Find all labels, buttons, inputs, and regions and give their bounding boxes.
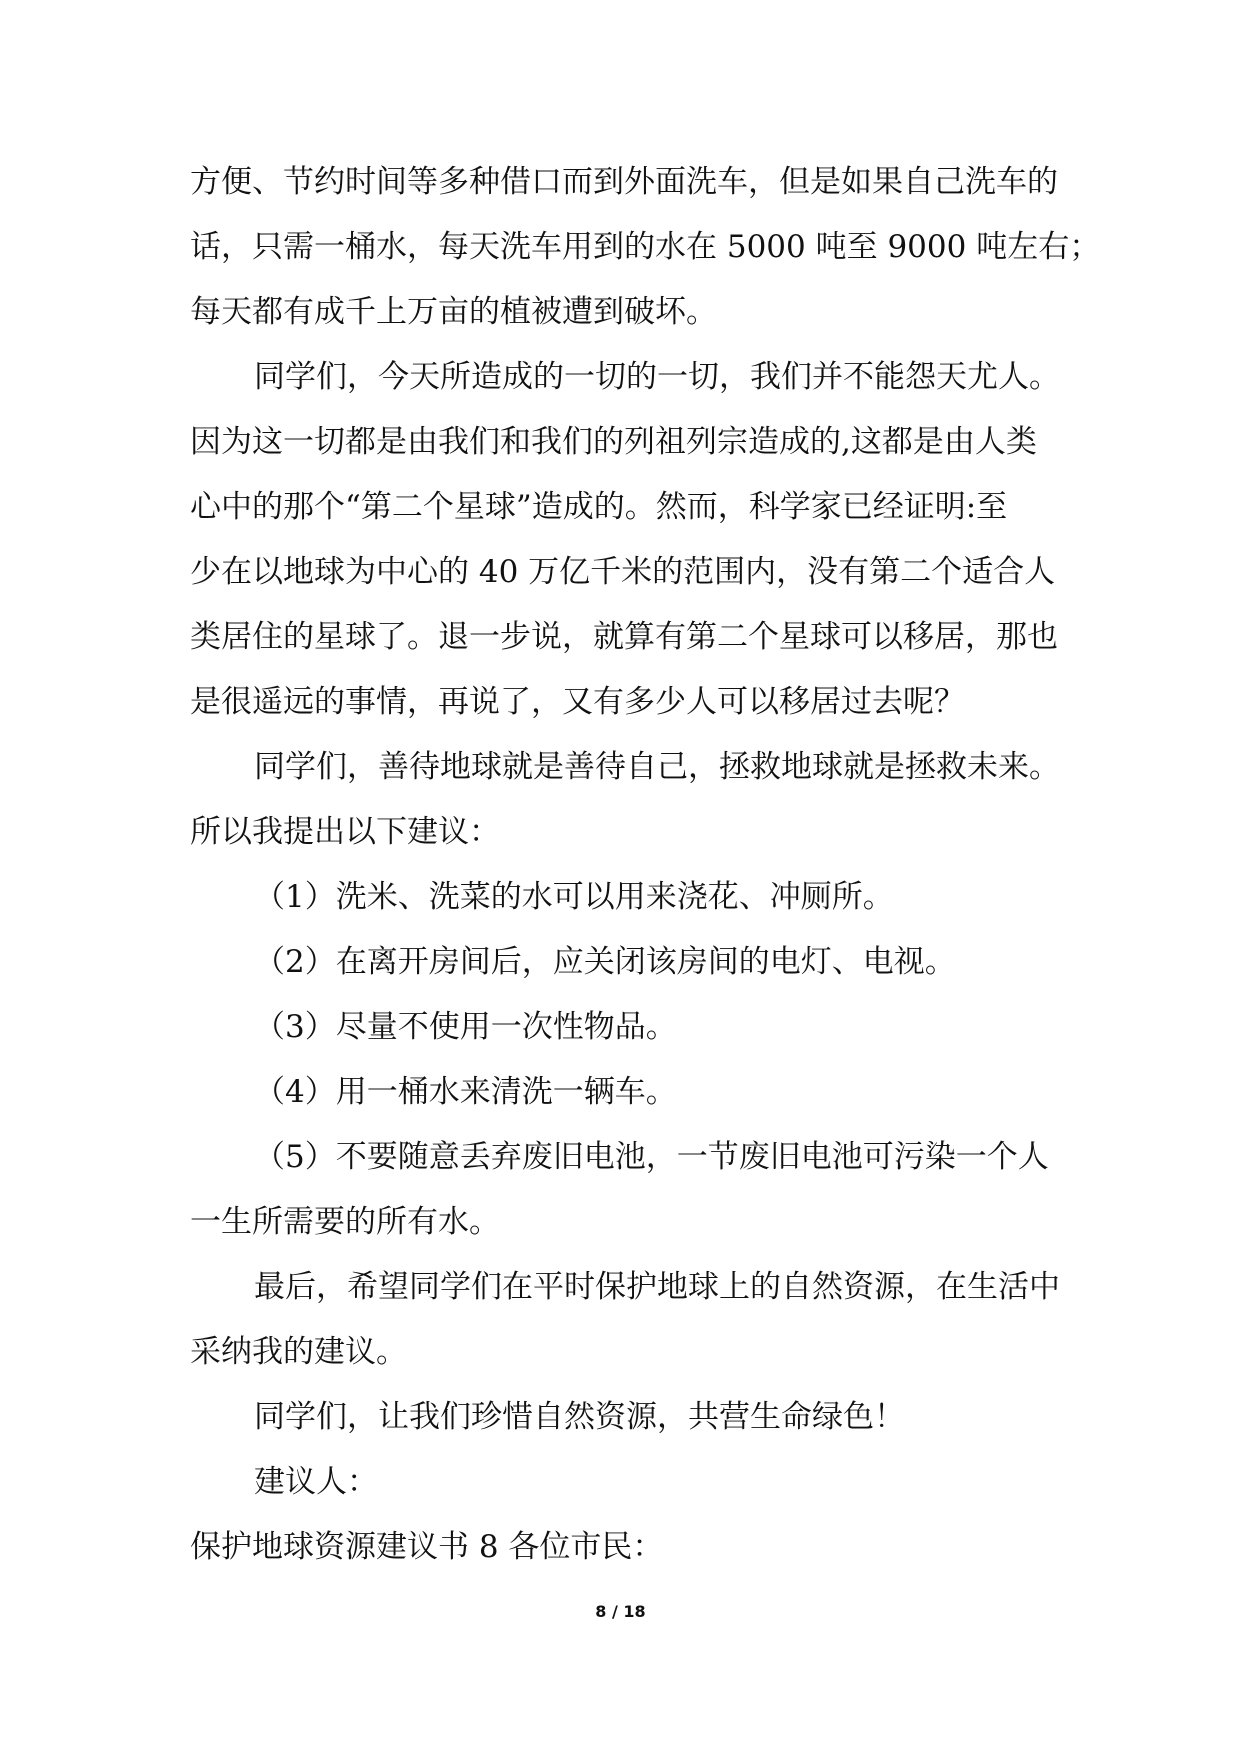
- text-line: 因为这一切都是由我们和我们的列祖列宗造成的,这都是由人类: [190, 424, 1037, 460]
- text-line: 话，只需一桶水，每天洗车用到的水在 5000 吨至 9000 吨左右；: [190, 229, 1101, 265]
- section-heading-line: 保护地球资源建议书 8 各位市民：: [190, 1529, 664, 1565]
- text-line: 方便、节约时间等多种借口而到外面洗车，但是如果自己洗车的: [190, 164, 1058, 200]
- text-line: 是很遥远的事情，再说了，又有多少人可以移居过去呢？: [190, 684, 965, 720]
- paragraph-first-line: 最后，希望同学们在平时保护地球上的自然资源，在生活中: [254, 1269, 1060, 1305]
- paragraph-first-line: 同学们，今天所造成的一切的一切，我们并不能怨天尤人。: [254, 359, 1060, 395]
- list-item: （5）不要随意丢弃废旧电池，一节废旧电池可污染一个人: [254, 1139, 1049, 1175]
- text-line: 少在以地球为中心的 40 万亿千米的范围内，没有第二个适合人: [190, 554, 1056, 590]
- list-item: （1）洗米、洗菜的水可以用来浇花、冲厕所。: [254, 879, 894, 915]
- signature-label: 建议人：: [254, 1464, 378, 1500]
- text-line: 每天都有成千上万亩的植被遭到破坏。: [190, 294, 717, 330]
- text-line: 所以我提出以下建议：: [190, 814, 500, 850]
- page-number: 8 / 18: [595, 1602, 646, 1621]
- list-item: （3）尽量不使用一次性物品。: [254, 1009, 677, 1045]
- text-line: 类居住的星球了。退一步说，就算有第二个星球可以移居，那也: [190, 619, 1058, 655]
- text-line: 采纳我的建议。: [190, 1334, 407, 1370]
- text-line: 一生所需要的所有水。: [190, 1204, 500, 1240]
- paragraph-first-line: 同学们，让我们珍惜自然资源，共营生命绿色！: [254, 1399, 905, 1435]
- list-item: （2）在离开房间后，应关闭该房间的电灯、电视。: [254, 944, 956, 980]
- list-item: （4）用一桶水来清洗一辆车。: [254, 1074, 677, 1110]
- body-text: [190, 150, 1101, 1580]
- text-line: 心中的那个“第二个星球”造成的。然而，科学家已经证明:至: [190, 489, 1008, 525]
- paragraph-first-line: 同学们，善待地球就是善待自己，拯救地球就是拯救未来。: [254, 749, 1060, 785]
